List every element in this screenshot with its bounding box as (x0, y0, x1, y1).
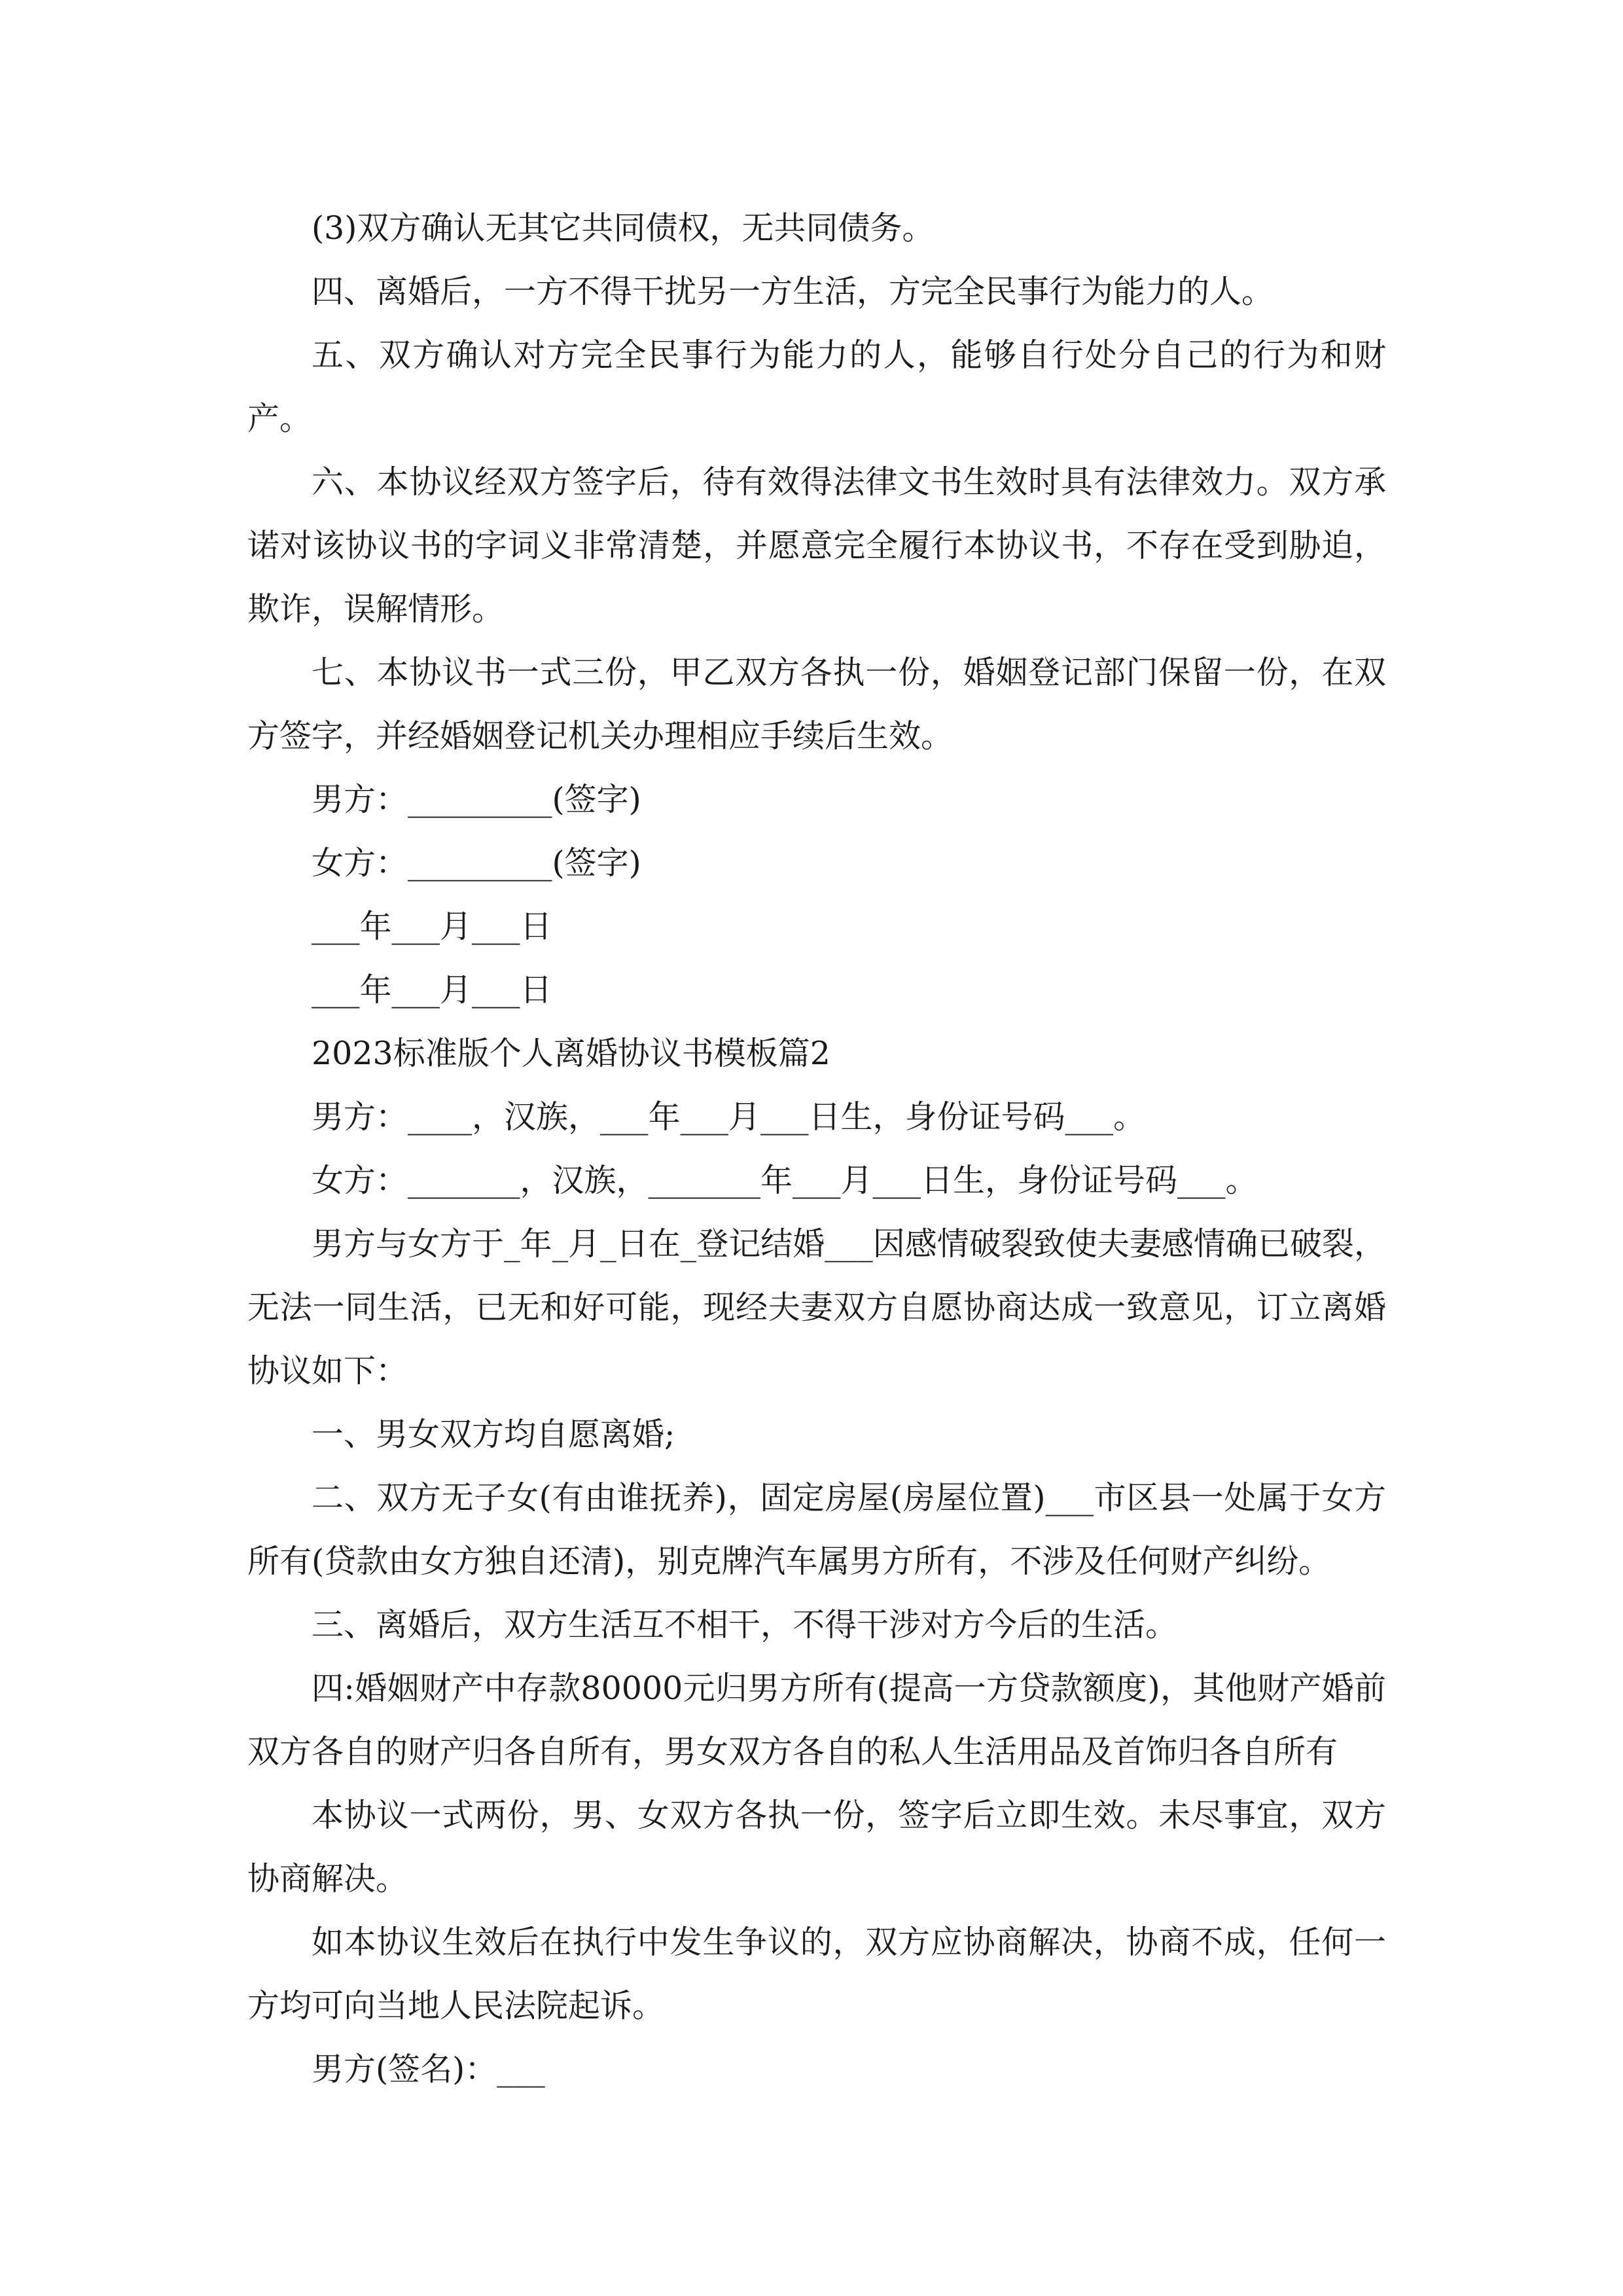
paragraph-copies-effective: 本协议一式两份，男、女双方各执一份，签字后立即生效。未尽事宜，双方协商解决。 (247, 1797, 1386, 1897)
paragraph-clause-1-divorce: 一、男女双方均自愿离婚; (312, 1416, 675, 1453)
paragraph-clause-2-property: 二、双方无子女(有由谁抚养)，固定房屋(房屋位置)___市区县一处属于女方所有(贷款由女方独自还清)，别克牌汽车属男方所有，不涉及任何财产纠纷。 (247, 1479, 1386, 1580)
paragraph-clause-5-capacity: 五、双方确认对方完全民事行为能力的人，能够自行处分自己的行为和财产。 (247, 336, 1386, 437)
male-sign-name-line: 男方(签名)：___ (312, 2051, 545, 2088)
male-signature-line: 男方：_________(签字) (312, 781, 641, 818)
date-line-2: ___年___月___日 (312, 971, 552, 1009)
paragraph-marriage-background: 男方与女方于_年_月_日在_登记结婚___因感情破裂致使夫妻感情确已破裂，无法一同生活，已无和好可能，现经夫妻双方自愿协商达成一致意见，订立离婚协议如下： (247, 1225, 1386, 1390)
paragraph-clause-6-effectiveness: 六、本协议经双方签字后，待有效得法律文书生效时具有法律效力。双方承诺对该协议书的字词义非常清楚，并愿意完全履行本协议书，不存在受到胁迫，欺诈，误解情形。 (247, 463, 1386, 628)
paragraph-clause-3-after-divorce: 三、离婚后，双方生活互不相干，不得干涉对方今后的生活。 (312, 1606, 1178, 1643)
section-title-template-2: 2023标准版个人离婚协议书模板篇2 (312, 1035, 830, 1072)
paragraph-clause-4-no-interference: 四、离婚后，一方不得干扰另一方生活，方完全民事行为能力的人。 (312, 273, 1274, 310)
paragraph-clause-4-savings: 四:婚姻财产中存款80000元归男方所有(提高一方贷款额度)，其他财产婚前双方各自的财产归各自所有，男女双方各自的私人生活用品及首饰归各自所有 (247, 1670, 1386, 1770)
paragraph-clause-7-copies: 七、本协议书一式三份，甲乙双方各执一份，婚姻登记部门保留一份，在双方签字，并经婚姻登记机关办理相应手续后生效。 (247, 654, 1386, 755)
date-line-1: ___年___月___日 (312, 908, 552, 945)
female-party-info: 女方：_______，汉族，_______年___月___日生，身份证号码___。 (312, 1162, 1258, 1199)
paragraph-dispute-resolution: 如本协议生效后在执行中发生争议的，双方应协商解决，协商不成，任何一方均可向当地人民法院起诉。 (247, 1924, 1386, 2024)
male-party-info: 男方：____，汉族，___年___月___日生，身份证号码___。 (312, 1098, 1146, 1136)
paragraph-no-other-debts: (3)双方确认无其它共同债权，无共同债务。 (312, 209, 935, 247)
document-body (247, 196, 1386, 2101)
female-signature-line: 女方：_________(签字) (312, 844, 641, 882)
